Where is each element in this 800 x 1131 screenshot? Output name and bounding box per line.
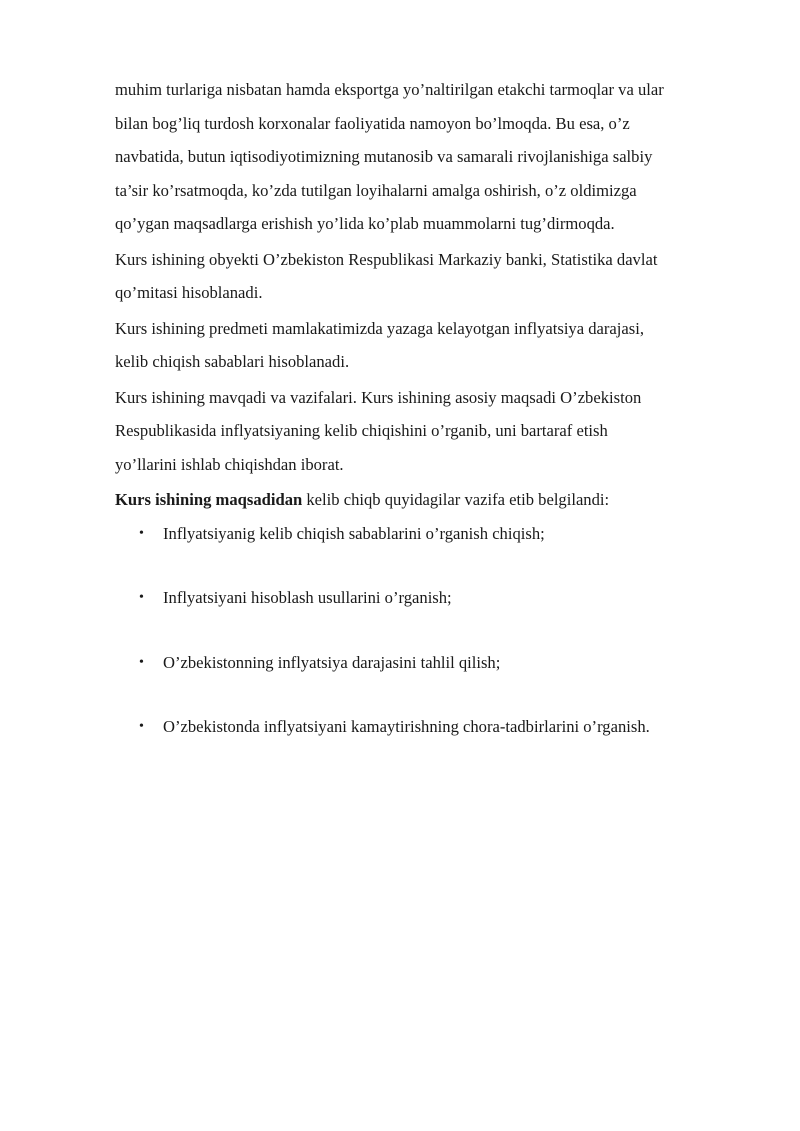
tasks-lead-rest: kelib chiqb quyidagilar vazifa etib belgilandi: (302, 490, 610, 509)
paragraph-object (115, 243, 740, 310)
document-page (115, 73, 740, 744)
text-line: yo’llarini ishlab chiqishdan iborat. (115, 454, 344, 474)
paragraph-intro (115, 73, 740, 241)
tasks-lead-bold: Kurs ishining maqsadidan (115, 490, 303, 509)
list-item (115, 710, 740, 744)
list-item-text: Inflyatsiyanig kelib chiqish sabablarini o’rganish chiqish; (163, 523, 545, 543)
text-line: Kurs ishining mavqadi va vazifalari. Kurs ishining asosiy maqsadi O’zbekiston (115, 387, 642, 407)
paragraph-subject (115, 312, 740, 379)
text-line: navbatida, butun iqtisodiyotimizning mutanosib va samarali rivojlanishiga salbiy (115, 147, 653, 166)
text-line: Kurs ishining predmeti mamlakatimizda yazaga kelayotgan inflyatsiya darajasi, (115, 318, 644, 338)
tasks-list (115, 517, 740, 744)
text-line: bilan bog’liq turdosh korxonalar faoliyatida namoyon bo’lmoqda. Bu esa, o’z (115, 113, 630, 133)
text-line: qo’mitasi hisoblanadi. (115, 283, 263, 302)
paragraph-goals (115, 381, 740, 482)
tasks-lead (115, 483, 740, 517)
list-item (115, 581, 740, 615)
text-line: ta’sir ko’rsatmoqda, ko’zda tutilgan loyihalarni amalga oshirish, o’z oldimizga (115, 180, 637, 200)
list-item-text: Inflyatsiyani hisoblash usullarini o’rganish; (163, 588, 452, 607)
text-line: qo’ygan maqsadlarga erishish yo’lida ko’plab muammolarni tug’dirmoqda. (115, 214, 615, 233)
list-item-text: O’zbekistonda inflyatsiyani kamaytirishning chora-tadbirlarini o’rganish. (163, 717, 650, 736)
bullet-icon: • (139, 654, 144, 670)
list-item (115, 646, 740, 680)
bullet-icon: • (139, 719, 144, 734)
bullet-icon: • (139, 590, 144, 605)
list-item (115, 517, 740, 551)
text-line: Kurs ishining obyekti O’zbekiston Respublikasi Markaziy banki, Statistika davlat (115, 249, 658, 269)
text-line: kelib chiqish sabablari hisoblanadi. (115, 352, 350, 371)
list-item-text: O’zbekistonning inflyatsiya darajasini tahlil qilish; (163, 652, 501, 672)
bullet-icon: • (139, 525, 144, 541)
text-line: muhim turlariga nisbatan hamda eksportga yo’naltirilgan etakchi tarmoqlar va ular (115, 80, 664, 99)
text-line: Respublikasida inflyatsiyaning kelib chiqishini o’rganib, uni bartaraf etish (115, 421, 608, 440)
